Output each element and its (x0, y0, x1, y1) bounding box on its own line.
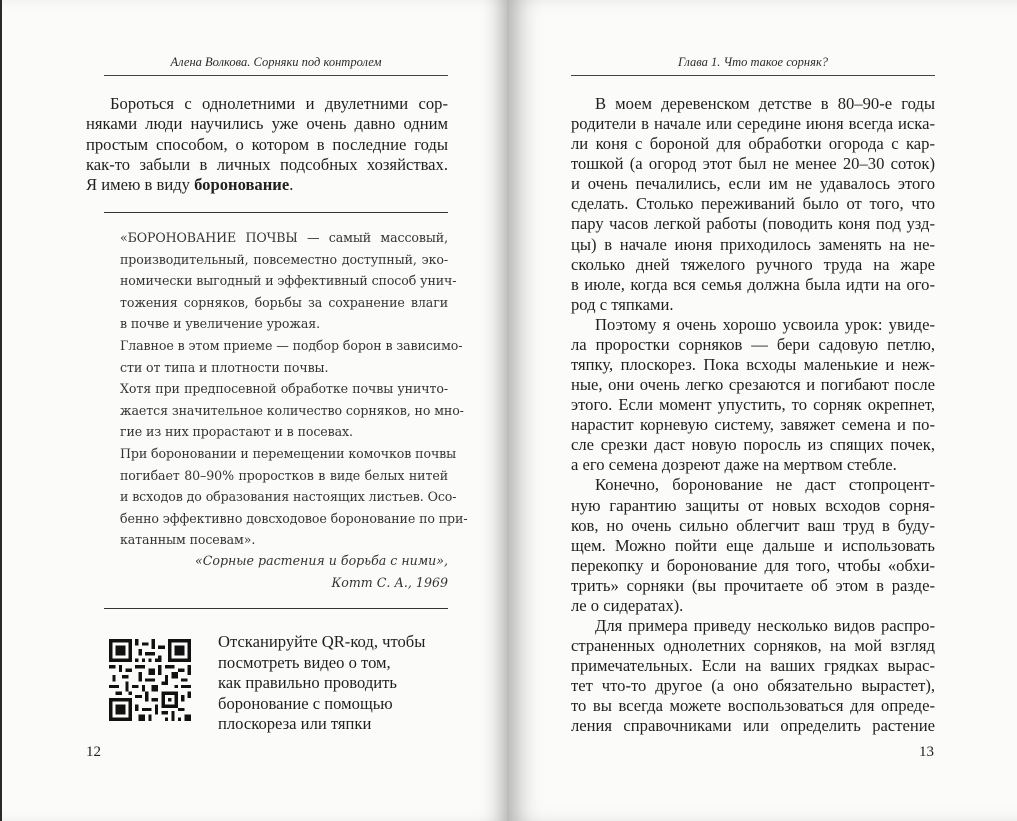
body-line: страненных однолетних сорняков, на мой взгляд (571, 636, 935, 656)
intro-line: как-то забыли в личных подсобных хозяйствах. (86, 154, 448, 174)
body-line: а его семена дозреют даже на мертвом стебле. (571, 455, 897, 475)
running-head-left: Алена Волкова. Сорняки под контролем (104, 55, 448, 76)
page-number-left: 12 (86, 744, 101, 760)
body-line: род с тяпками. (571, 294, 674, 314)
quote-line: сти от типа и плотности почвы. (120, 359, 329, 375)
quote-line: гие из них прорастают и в посевах. (120, 424, 353, 440)
body-line: щем. Можно пойти еще дальше и использовать (571, 535, 935, 555)
qr-caption-line: как правильно проводить (218, 673, 397, 693)
quote-line: номически выгодный и эффективный способ унич- (120, 273, 457, 289)
body-line: сле срезки даст новую поросль из спящих почек, (571, 435, 935, 455)
body-line: Для примера приведу несколько видов распро- (595, 616, 935, 636)
quote-line: Главное в этом приеме — подбор борон в зависимо- (120, 337, 463, 353)
intro-text: Я имею в виду (86, 175, 195, 195)
quote-source-author: Котт С. А., 1969 (331, 575, 448, 590)
quote-source-title: «Сорные растения и борьба с ними», (195, 553, 448, 568)
quote-line: в почве и увеличение урожая. (120, 316, 321, 332)
intro-punct: . (289, 175, 294, 195)
quote-line: погибает 80–90% проростков в виде белых нитей (120, 467, 448, 483)
left-page (0, 0, 507, 821)
qr-caption (218, 632, 425, 735)
right-page (507, 0, 1017, 821)
body-line: ные, они очень легко срезаются и погибают после (571, 375, 935, 395)
quote-line: Хотя при предпосевной обработке почвы уничто- (120, 381, 448, 397)
body-line: в июле, когда вся семья должна была идти на ого- (571, 274, 935, 294)
quote-line: катанным посевам». (120, 532, 256, 548)
intro-line-last (86, 175, 448, 195)
quote-line: и всходов до образования настоящих листьев. Осо- (120, 489, 457, 505)
body-line: ления справочниками или определить растение (571, 716, 935, 736)
body-line: тошкой (а огород этот был не менее 20–30 соток) (571, 154, 935, 174)
body-line: сколько дней тяжелого ручного труда на жаре (571, 254, 935, 274)
qr-code[interactable] (109, 639, 191, 721)
body-line: тяпку, плоскорез. Пока всходы маленькие и неж- (571, 355, 935, 375)
body-line: и очень печалились, если им не удавалось этого (571, 174, 935, 194)
qr-caption-line: Отсканируйте QR-код, чтобы (218, 632, 426, 651)
body-line: родители в начале или середине июня всегда иска- (571, 114, 935, 134)
body-line: примечательных. Если на ваших грядках вырас- (571, 656, 935, 676)
body-line: ла проростки сорняков — бери садовую петлю, (571, 334, 935, 354)
quote-line: «БОРОНОВАНИЕ ПОЧВЫ — самый массовый, (120, 230, 448, 245)
body-line: ли коня с бороной для обработки огорода с кар- (571, 134, 935, 154)
body-line: этого. Если момент упустить, то сорняк окрепнет, (571, 395, 935, 415)
body-text-right (571, 94, 935, 737)
body-line: нарастит корневую систему, завяжет семена и по- (571, 415, 935, 435)
quote-line: жается значительное количество сорняков, но мно- (120, 402, 464, 418)
qr-caption-line: боронование с помощью (218, 693, 393, 713)
body-line: тет что-то другое (а оно обязательно вырастет), (571, 676, 935, 696)
quote-line: тожения сорняков, борьбы за сохранение влаги (120, 294, 448, 310)
body-line: ную гарантию защиты от новых всходов сорня- (571, 495, 935, 515)
body-line: трить» сорняки (вы прочитаете об этом в разде- (571, 575, 935, 595)
body-line: сделать. Столько переживаний было от того, что (571, 194, 935, 214)
body-line: цы) в начале июня приходилось заменять на не- (571, 234, 935, 254)
body-line: В моем деревенском детстве в 80–90-е годы (595, 94, 935, 113)
body-line: Поэтому я очень хорошо усвоила урок: увиде- (595, 314, 935, 334)
quote-line: бенно эффективно довсходовое боронование по при- (120, 510, 468, 526)
quote-line: При бороновании и перемещении комочков почвы (120, 445, 457, 461)
emphasis-term: боронование (194, 175, 290, 195)
qr-caption-line: посмотреть видео о том, (218, 652, 391, 672)
quote-line: производительный, повсеместно доступный, эко- (120, 251, 448, 267)
body-line: перекопку и боронование для того, чтобы «обхи- (571, 555, 935, 575)
page-number-right: 13 (919, 744, 934, 760)
intro-paragraph (86, 94, 448, 195)
body-line: Конечно, боронование не даст стопроцент- (595, 475, 935, 495)
body-line: ков, но очень сильно облегчит ваш труд в буду- (571, 515, 935, 535)
running-head-right: Глава 1. Что такое сорняк? (571, 55, 935, 76)
intro-line: Бороться с однолетними и двулетними сор- (110, 94, 448, 113)
intro-line: простым способом, о котором в последние годы (86, 134, 448, 154)
body-line: пару часов легкой работы (поводить коня под узд- (571, 214, 935, 234)
quote-text (120, 227, 468, 551)
body-line: ле о сидератах). (571, 595, 684, 615)
qr-caption-line: плоскореза или тяпки (218, 714, 372, 734)
intro-line: няками люди научились уже очень давно одним (86, 114, 448, 134)
body-line: то вы всегда можете воспользоваться для опреде- (571, 696, 935, 716)
